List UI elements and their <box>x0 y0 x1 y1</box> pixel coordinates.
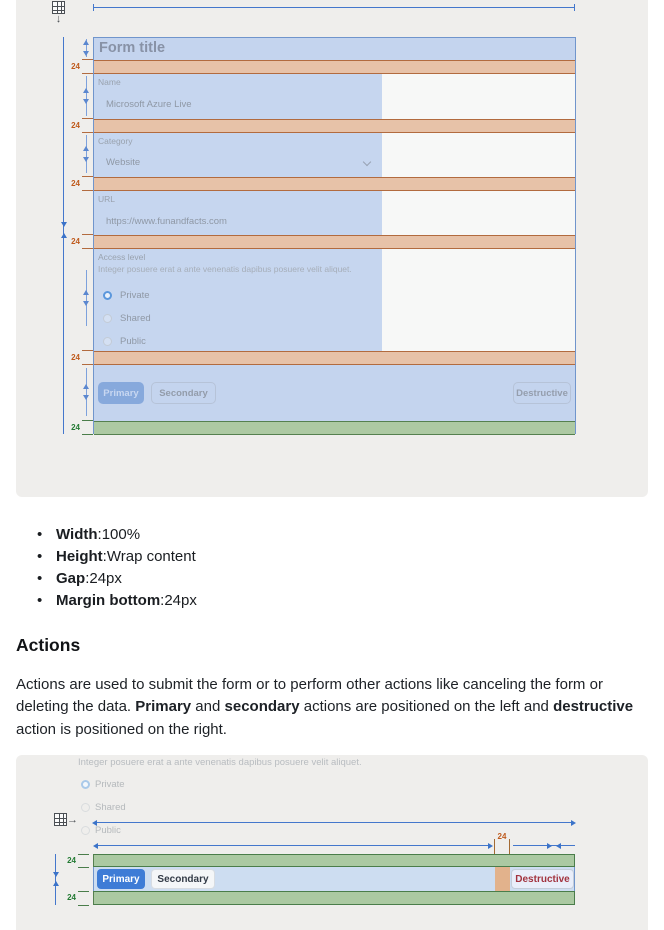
actions-row <box>94 365 575 421</box>
gap-24-bar <box>94 60 575 74</box>
gap-label: 24 <box>71 237 80 246</box>
spec-separator: : <box>160 591 165 609</box>
radio-icon <box>103 314 112 323</box>
gap-tick <box>82 118 93 119</box>
spec-term: Gap <box>56 569 86 587</box>
spec-value: 24px <box>89 569 122 587</box>
spec-value: Wrap content <box>106 547 196 565</box>
margin-tick <box>82 420 93 421</box>
paragraph-text: actions are positioned on the left and <box>299 698 554 716</box>
form-mockup <box>93 37 576 434</box>
grid-icon <box>54 813 67 826</box>
gap-label: 24 <box>71 62 80 71</box>
arrow-down-icon: ↓ <box>55 13 62 25</box>
bullet-dot: • <box>37 591 43 609</box>
destructive-measure-line <box>513 845 575 846</box>
secondary-button: Secondary <box>151 869 215 889</box>
list-item <box>37 567 197 589</box>
field-label: Name <box>98 77 121 87</box>
gap-tick <box>82 234 93 235</box>
actions-row <box>93 867 575 891</box>
width-measure-line <box>93 7 575 8</box>
margin-label: 24 <box>71 423 80 432</box>
gap-tick <box>82 248 93 249</box>
measure-endcap <box>574 4 575 11</box>
margin-label: 24 <box>67 893 76 902</box>
gap-tick <box>82 350 93 351</box>
group-measure-line <box>97 845 490 846</box>
faded-helper-text: Integer posuere erat a ante venenatis dapibus posuere velit aliquet. <box>78 757 362 768</box>
radio-selected-icon <box>81 780 90 789</box>
margin-label: 24 <box>67 856 76 865</box>
destructive-button: Destructive <box>513 382 571 404</box>
spec-term: Height <box>56 547 103 565</box>
bullet-dot: • <box>37 569 43 587</box>
gap-label: 24 <box>71 121 80 130</box>
gap-label: 24 <box>71 353 80 362</box>
layout-direction-horizontal-icon <box>54 813 78 826</box>
paragraph-text: action is positioned on the right. <box>16 720 227 738</box>
measure-endcap <box>93 4 94 11</box>
row-height-marker <box>86 270 87 326</box>
arrowhead-right <box>488 843 493 849</box>
radio-label: Shared <box>120 313 151 324</box>
arrow-right-icon: → <box>67 813 78 826</box>
text-input-value: Microsoft Azure Live <box>106 99 192 110</box>
bullet-dot: • <box>37 525 43 543</box>
primary-button: Primary <box>97 869 145 889</box>
radio-label: Public <box>95 825 121 836</box>
gap-label: 24 <box>71 179 80 188</box>
figure-actions-spacing <box>16 755 648 930</box>
radio-icon <box>81 803 90 812</box>
gap-24-bar <box>94 119 575 133</box>
layout-direction-vertical-icon <box>52 1 65 24</box>
paragraph-bold: destructive <box>553 698 634 716</box>
gap-24-bar <box>94 235 575 249</box>
radio-label: Private <box>95 779 125 790</box>
arrowhead-down <box>61 222 67 227</box>
spec-separator: : <box>102 547 107 565</box>
faded-radio-private <box>81 779 125 790</box>
paragraph-bold: Primary <box>135 698 192 716</box>
field-label: Category <box>98 136 133 146</box>
figure-form-vertical-spacing <box>16 0 648 497</box>
selection-highlight <box>94 74 382 119</box>
gap-24-strip <box>495 867 510 891</box>
gap-tick <box>82 190 93 191</box>
field-label: URL <box>98 194 116 204</box>
spec-separator: : <box>97 525 102 543</box>
row-height-marker <box>86 76 87 116</box>
text-input-value: https://www.funandfacts.com <box>106 216 227 227</box>
form-title-row <box>94 38 575 60</box>
field-access-level <box>94 249 575 351</box>
faded-radio-public <box>81 825 121 836</box>
paragraph-text: Actions are used to submit the form or to perform other actions like canceling the form or deleting the data. <box>16 676 603 716</box>
field-label: Access level <box>98 252 146 262</box>
margin-tick <box>78 891 89 892</box>
arrowhead-left <box>556 843 561 849</box>
destructive-button: Destructive <box>511 869 574 889</box>
form-title: Form title <box>99 40 166 56</box>
field-url <box>94 191 575 235</box>
radio-option-private <box>103 290 150 301</box>
margin-tick <box>78 867 89 868</box>
spec-term: Margin bottom <box>56 591 161 609</box>
row-height-marker <box>86 39 87 57</box>
bullet-dot: • <box>37 547 43 565</box>
full-width-measure-line <box>96 822 572 823</box>
radio-label: Public <box>120 336 146 347</box>
arrowhead-up <box>53 881 59 886</box>
actions-paragraph <box>16 674 650 741</box>
arrowhead-left <box>93 843 98 849</box>
arrowhead-left <box>92 820 97 826</box>
margin-bottom-24-bar <box>94 421 575 435</box>
row-height-marker <box>86 135 87 173</box>
radio-label: Private <box>120 290 150 301</box>
field-name <box>94 74 575 119</box>
selection-highlight <box>94 191 382 235</box>
arrowhead-right <box>571 820 576 826</box>
spec-value: 24px <box>164 591 197 609</box>
list-item <box>37 589 197 611</box>
selection-highlight <box>94 133 382 177</box>
faded-radio-shared <box>81 802 126 813</box>
arrowhead-right <box>547 843 552 849</box>
section-heading-actions: Actions <box>16 635 81 655</box>
radio-icon <box>81 826 90 835</box>
select-value: Website <box>106 157 141 168</box>
gap-tick <box>82 59 93 60</box>
list-item <box>37 545 197 567</box>
margin-tick <box>82 434 93 435</box>
margin-bottom-24-bar <box>93 891 575 905</box>
spec-separator: : <box>85 569 90 587</box>
gap-tick <box>82 73 93 74</box>
radio-icon <box>103 337 112 346</box>
gap-24-bar <box>94 177 575 191</box>
gap-tick <box>82 176 93 177</box>
field-category <box>94 133 575 177</box>
margin-tick <box>78 854 89 855</box>
gap-tick <box>82 364 93 365</box>
radio-option-public <box>103 336 146 347</box>
secondary-button: Secondary <box>151 382 216 404</box>
gap-tick <box>82 132 93 133</box>
arrowhead-down <box>53 872 59 877</box>
spec-value: 100% <box>101 525 141 543</box>
helper-text: Integer posuere erat a ante venenatis dapibus posuere velit aliquet. <box>98 264 352 274</box>
radio-label: Shared <box>95 802 126 813</box>
spec-list <box>37 523 197 611</box>
list-item <box>37 523 197 545</box>
primary-button: Primary <box>98 382 144 404</box>
row-height-marker <box>86 368 87 416</box>
paragraph-bold: secondary <box>224 698 300 716</box>
radio-selected-icon <box>103 291 112 300</box>
spec-term: Width <box>56 525 98 543</box>
gap-label: 24 <box>497 832 507 841</box>
margin-top-24-bar <box>93 854 575 867</box>
radio-option-shared <box>103 313 151 324</box>
paragraph-text: and <box>191 698 225 716</box>
margin-tick <box>78 905 89 906</box>
gap-24-bar <box>94 351 575 365</box>
